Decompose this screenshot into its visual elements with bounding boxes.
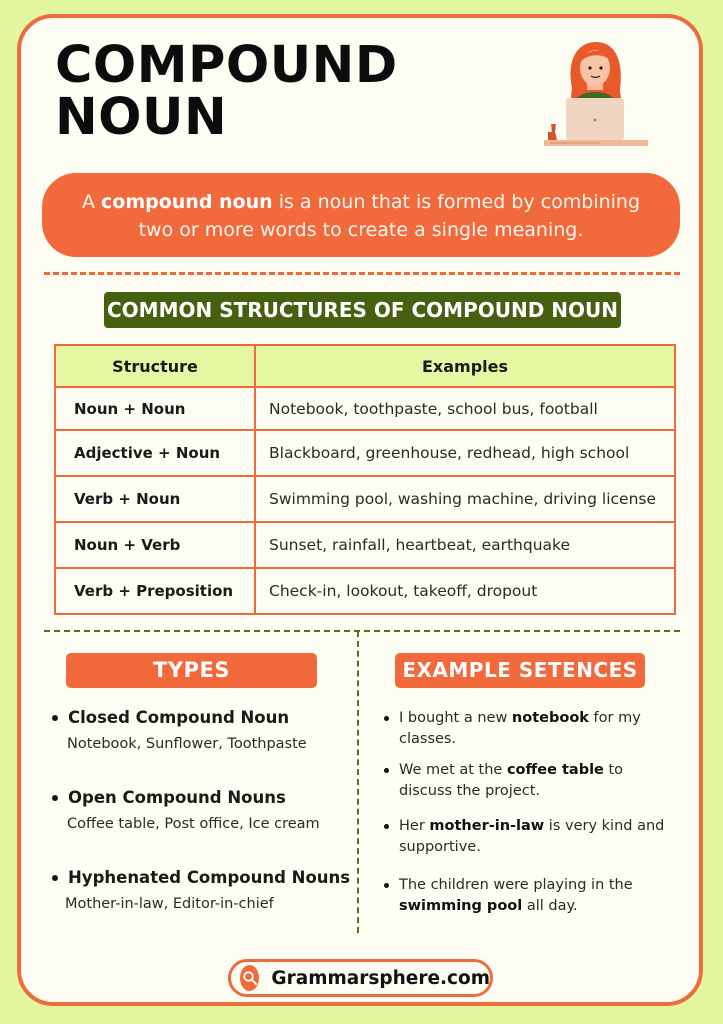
table-row <box>55 476 675 522</box>
type-examples: Coffee table, Post office, Ice cream <box>67 816 320 832</box>
types-heading: TYPES <box>66 653 317 688</box>
bullet-icon <box>52 715 58 721</box>
list-item: I bought a new notebook for my classes. <box>383 708 673 750</box>
structure-cell: Verb + Preposition <box>55 568 255 614</box>
structures-table <box>54 344 676 615</box>
type-name: Open Compound Nouns <box>68 788 286 807</box>
examples-cell: Blackboard, greenhouse, redhead, high school <box>255 430 675 476</box>
definition-line-2: two or more words to create a single meaning. <box>138 219 584 241</box>
table-row <box>55 430 675 476</box>
structure-cell: Adjective + Noun <box>55 430 255 476</box>
type-examples: Mother-in-law, Editor-in-chief <box>65 896 274 912</box>
column-header-examples: Examples <box>255 345 675 387</box>
structure-cell: Noun + Verb <box>55 522 255 568</box>
list-item: Her mother-in-law is very kind and supportive. <box>383 816 673 858</box>
title-line-1: COMPOUND <box>55 36 398 95</box>
definition-line-1: A compound noun is a noun that is formed by combining <box>81 191 641 213</box>
website-label: Grammarsphere.com <box>271 967 490 989</box>
list-item: We met at the coffee table to discuss the project. <box>383 760 673 802</box>
examples-cell: Check-in, lookout, takeoff, dropout <box>255 568 675 614</box>
woman-at-laptop-illustration <box>540 36 650 154</box>
search-icon <box>240 965 259 991</box>
examples-cell: Sunset, rainfall, heartbeat, earthquake <box>255 522 675 568</box>
divider-dashed-orange <box>44 272 680 275</box>
definition-term: compound noun <box>101 191 273 213</box>
structures-heading: COMMON STRUCTURES OF COMPOUND NOUN <box>104 292 621 328</box>
divider-dashed-green-horizontal <box>44 630 680 632</box>
examples-cell: Swimming pool, washing machine, driving license <box>255 476 675 522</box>
table-row <box>55 522 675 568</box>
table-header-row <box>55 345 675 387</box>
website-link[interactable] <box>228 959 493 997</box>
divider-dashed-green-vertical <box>357 631 359 933</box>
structure-cell: Verb + Noun <box>55 476 255 522</box>
table-row <box>55 568 675 614</box>
table-row <box>55 387 675 430</box>
type-examples: Notebook, Sunflower, Toothpaste <box>67 736 307 752</box>
type-name: Closed Compound Noun <box>68 708 290 727</box>
type-item <box>52 708 307 752</box>
structure-cell: Noun + Noun <box>55 387 255 430</box>
type-name: Hyphenated Compound Nouns <box>68 868 351 887</box>
type-item <box>52 868 350 912</box>
title-line-2: NOUN <box>55 88 228 147</box>
list-item: The children were playing in the swimming pool all day. <box>383 875 673 917</box>
definition-banner <box>42 173 680 257</box>
examples-cell: Notebook, toothpaste, school bus, football <box>255 387 675 430</box>
example-sentences-list <box>383 708 673 917</box>
bullet-icon <box>52 795 58 801</box>
column-header-structure: Structure <box>55 345 255 387</box>
example-sentences-heading: EXAMPLE SETENCES <box>395 653 645 688</box>
bullet-icon <box>52 875 58 881</box>
type-item <box>52 788 320 832</box>
page-title <box>55 36 398 147</box>
